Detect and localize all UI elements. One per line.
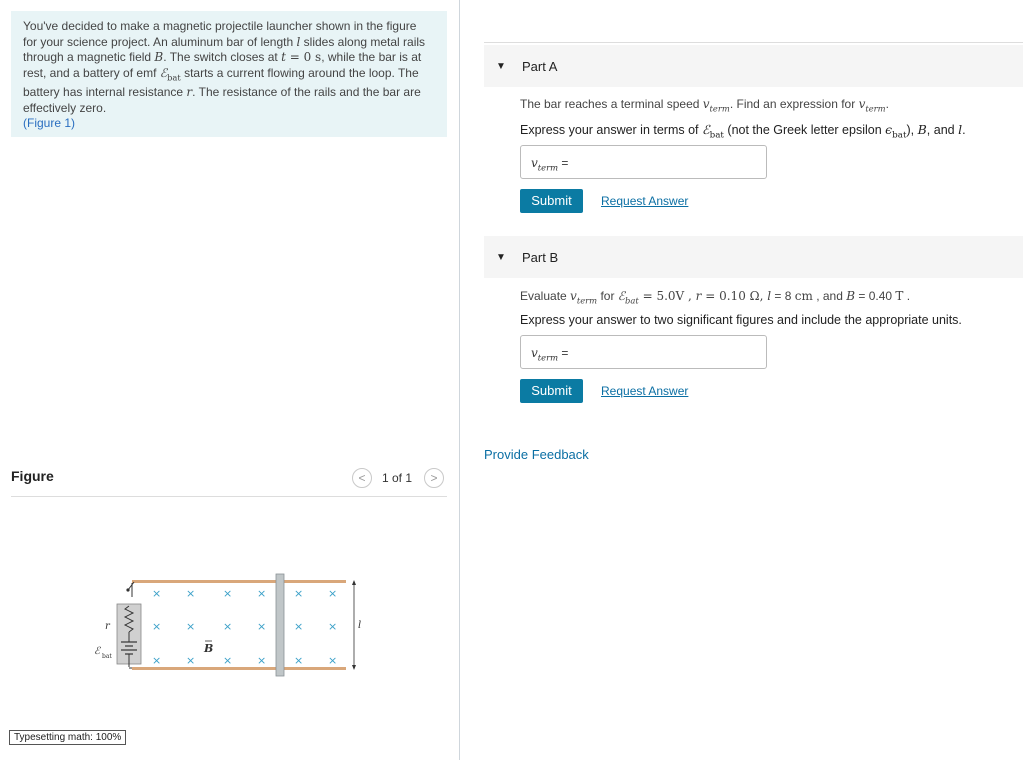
problem-line-1: You've decided to make a magnetic projectile launcher shown in the figure (23, 19, 417, 33)
chevron-left-icon: < (358, 471, 366, 485)
figure-link[interactable]: (Figure 1) (23, 116, 76, 131)
part-a-label: Part A (522, 59, 558, 74)
field-mark: × (257, 587, 267, 600)
part-a-answer-input[interactable] (520, 145, 767, 179)
answer-label: $v_{term}$ = (531, 346, 569, 363)
field-mark: × (294, 587, 304, 600)
label-r: r (105, 621, 110, 632)
top-rail (132, 580, 346, 583)
provide-feedback-link[interactable]: Provide Feedback (484, 447, 589, 462)
figure-title: Figure (11, 468, 54, 484)
field-mark: × (294, 620, 304, 633)
dimension-arrow-top-icon (352, 580, 356, 585)
part-b-header[interactable] (484, 236, 1023, 278)
dimension-arrow-bottom-icon (352, 665, 356, 670)
field-mark: × (223, 654, 233, 667)
part-b-label: Part B (522, 250, 559, 265)
problem-line-3: through a magnetic field B. The switch closes at t = 0 s, while the bar is at (23, 50, 422, 64)
label-b-field: B (204, 642, 214, 655)
switch-lever (128, 582, 134, 590)
prev-figure-button[interactable] (352, 468, 372, 488)
answer-label: $v_{term}$ = (531, 156, 569, 173)
problem-statement (11, 11, 447, 137)
part-b-request-answer-link[interactable]: Request Answer (601, 384, 689, 398)
collapse-arrow-icon[interactable]: ▼ (496, 252, 506, 263)
field-mark: × (186, 654, 196, 667)
magnetic-field-marks (152, 587, 337, 667)
field-mark: × (223, 587, 233, 600)
problem-line-4: rest, and a battery of emf ℰ$_{bat}$ starts a current flowing around the loop. The (23, 65, 419, 82)
field-mark: × (328, 620, 338, 633)
label-emf: ℰ (94, 646, 101, 657)
column-divider (459, 0, 460, 760)
field-mark: × (186, 620, 196, 633)
bottom-rail (132, 667, 346, 670)
figure-pager-text: 1 of 1 (382, 471, 413, 485)
field-mark: × (152, 587, 162, 600)
chevron-right-icon: > (430, 471, 438, 485)
field-mark: × (152, 620, 162, 633)
part-b-submit-button[interactable]: Submit (520, 379, 583, 403)
launcher-figure (90, 570, 380, 680)
problem-line-2: for your science project. An aluminum bar of length l slides along metal rails (23, 34, 426, 49)
field-mark: × (294, 654, 304, 667)
part-b-answer-input[interactable] (520, 335, 767, 369)
part-a-submit-button[interactable]: Submit (520, 189, 583, 213)
figure-divider (11, 496, 447, 497)
problem-line-5: battery has internal resistance r. The resistance of the rails and the bar are (23, 85, 421, 100)
top-divider (484, 42, 1023, 43)
field-mark: × (152, 654, 162, 667)
field-mark: × (257, 620, 267, 633)
field-mark: × (328, 654, 338, 667)
field-mark: × (223, 620, 233, 633)
part-a-request-answer-link[interactable]: Request Answer (601, 194, 689, 208)
collapse-arrow-icon[interactable]: ▼ (496, 61, 506, 72)
field-mark: × (186, 587, 196, 600)
part-b-instructions: Express your answer to two significant figures and include the appropriate units. (520, 313, 962, 327)
field-mark: × (328, 587, 338, 600)
problem-line-6: effectively zero. (23, 100, 107, 115)
next-figure-button[interactable] (424, 468, 444, 488)
part-a-header[interactable] (484, 45, 1023, 87)
label-length: l (358, 620, 362, 631)
aluminum-bar (276, 574, 284, 676)
part-a-question: The bar reaches a terminal speed $v_{term}$. Find an expression for $v_{term}$. (520, 97, 889, 114)
part-b-question: Evaluate $v_{term}$ for ℰ$_{bat}$ = 5.0V , r = 0.10 Ω, l = 8 cm , and B = 0.40 T . (520, 289, 911, 306)
part-a-instructions: Express your answer in terms of ℰ$_{bat}$ (not the Greek letter epsilon $\epsilon_{bat}$), B, and l. (520, 122, 966, 141)
label-emf-sub: bat (102, 653, 112, 660)
field-mark: × (257, 654, 267, 667)
typesetting-status: Typesetting math: 100% (9, 730, 126, 745)
